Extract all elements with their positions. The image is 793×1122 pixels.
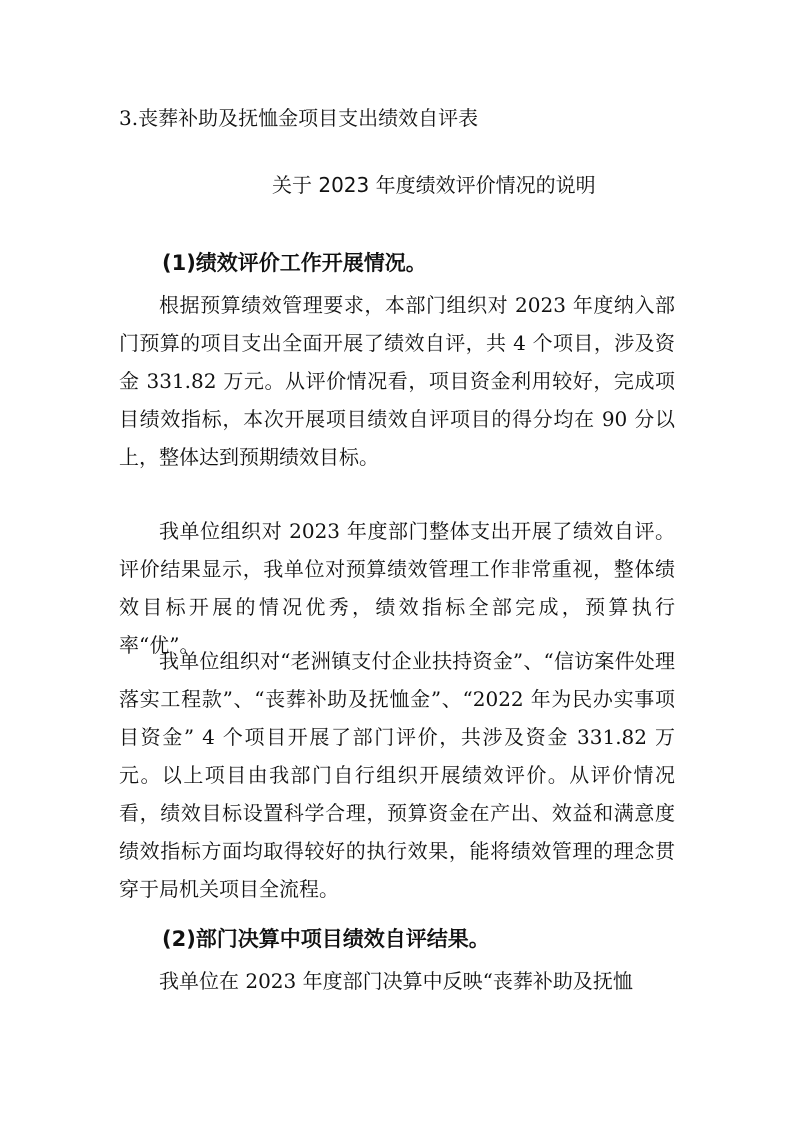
section-1-paragraph-1: 根据预算绩效管理要求，本部门组织对 2023 年度纳入部门预算的项目支出全面开展了绩效自评，共 4 个项目，涉及资金 331.82 万元。从评价情况看，项目资金利用较好，完成项目绩效指标，本次开展项目绩效自评项目的得分均在 90 分以上，整体达到预期绩效目标。 [119,293,675,469]
section-1-paragraph-2: 我单位组织对 2023 年度部门整体支出开展了绩效自评。评价结果显示，我单位对预算绩效管理工作非常重视，整体绩效目标开展的情况优秀，绩效指标全部完成，预算执行率“优”。 [119,519,675,657]
document-title: 关于 2023 年度绩效评价情况的说明 [272,173,596,197]
section-2-title: (2)部门决算中项目绩效自评结果。 [162,927,490,951]
section-1-paragraph-3: 我单位组织对“老洲镇支付企业扶持资金”、“信访案件处理落实工程款”、“丧葬补助及抚恤金”、“2022 年为民办实事项目资金” 4 个项目开展了部门评价，共涉及资金 331.82 万元。以上项目由我部门自行组织开展绩效评价。从评价情况看，绩效目标设置科学合理，预算资金在产出、效益和满意度绩效指标方面均取得较好的执行效果，能将绩效管理的理念贯穿于局机关项目全流程。 [119,649,675,901]
attachment-heading: 3.丧葬补助及抚恤金项目支出绩效自评表 [119,106,479,130]
section-1-title: (1)绩效评价工作开展情况。 [162,251,427,275]
section-2-paragraph-1: 我单位在 2023 年度部门决算中反映“丧葬补助及抚恤 [159,969,633,993]
